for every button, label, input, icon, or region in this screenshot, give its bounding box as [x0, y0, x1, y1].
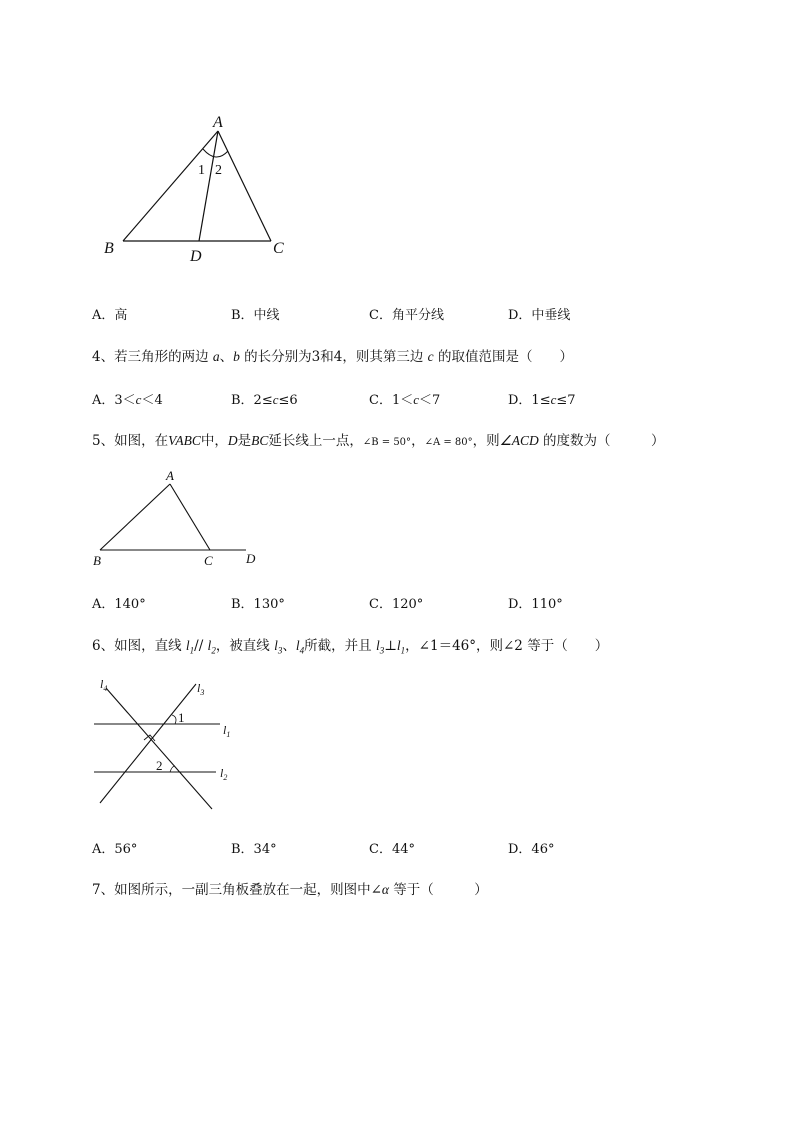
- q5-options: [92, 593, 732, 613]
- q4-options: [92, 389, 732, 409]
- q4-option-d[interactable]: [508, 389, 576, 408]
- q5-option-a[interactable]: A．140°: [92, 597, 146, 612]
- q5-angle-a: ∠A = 80°: [424, 437, 473, 448]
- q6-option-d[interactable]: D．46°: [508, 842, 555, 857]
- q4-option-c-var: c: [413, 392, 419, 407]
- label-l3: $l_3$: [197, 681, 205, 697]
- q6-l3: $l_3$: [274, 638, 283, 656]
- q5-option-c[interactable]: C．120°: [369, 597, 424, 612]
- label-b: B: [104, 240, 114, 257]
- q4-option-c[interactable]: [369, 389, 440, 408]
- q7-alpha: α: [381, 882, 389, 897]
- q3-option-a[interactable]: A．高: [92, 308, 128, 323]
- q6-perp: ⊥: [384, 638, 397, 654]
- q6-l1: $l_1$: [185, 638, 195, 656]
- q7-suffix: 等于（ ）: [389, 882, 488, 898]
- q4-option-c-label: C．1＜: [369, 393, 414, 408]
- q5-mid4: ，则: [472, 433, 500, 449]
- segment-ad: [199, 131, 218, 241]
- line-l4: [106, 688, 212, 809]
- q4-suffix: 的取值范围是（ ）: [433, 349, 573, 365]
- q5-option-b[interactable]: B．130°: [231, 597, 285, 612]
- q6-l2: $l_2$: [207, 638, 216, 656]
- q5-comma: ，: [411, 433, 425, 449]
- q6-option-c[interactable]: C．44°: [369, 842, 415, 857]
- label-l2: $l_2$: [220, 766, 228, 782]
- q4-var-a: a: [212, 349, 220, 364]
- label-angle-2: 2: [156, 758, 163, 773]
- angle-arc: [203, 149, 228, 157]
- q5-option-d[interactable]: D．110°: [508, 597, 563, 612]
- triangle-abc-ad-figure: [100, 112, 300, 272]
- q5-segment-bc: BC: [251, 433, 269, 448]
- q4-sep: 、: [219, 349, 234, 365]
- q3-options: [92, 304, 732, 324]
- angle-2-arc: [170, 766, 175, 772]
- q4-option-b-label: B．2≤: [231, 393, 273, 408]
- q5-triangle: VABC: [168, 433, 201, 448]
- question-4: [92, 345, 573, 365]
- question-5: [92, 429, 665, 449]
- q4-option-c-rest: ＜7: [419, 393, 441, 408]
- label-a: A: [166, 468, 174, 483]
- q4-var-b: b: [233, 349, 240, 364]
- q4-option-d-var: c: [550, 392, 557, 407]
- segment-ab: [100, 484, 170, 550]
- label-c: C: [273, 240, 284, 257]
- q5-angle-acd: ∠ACD: [499, 433, 539, 448]
- label-angle-1: 1: [198, 163, 205, 178]
- label-angle-2: 2: [215, 163, 222, 178]
- q5-mid1: 中，: [200, 433, 228, 449]
- parallel-lines-figure: [88, 672, 248, 816]
- q6-sep: 、: [282, 638, 296, 654]
- q4-option-a[interactable]: [92, 389, 163, 408]
- q6-option-b[interactable]: B．34°: [231, 842, 277, 857]
- q4-option-b-rest: ≤6: [278, 393, 298, 408]
- question-7: [92, 878, 488, 898]
- label-c: C: [204, 553, 213, 568]
- q6-mid2: 所截，并且: [304, 638, 376, 654]
- q5-mid2: 是: [237, 433, 252, 449]
- label-angle-1: 1: [178, 710, 185, 725]
- q5-suffix: 的度数为（ ）: [538, 433, 665, 449]
- q4-option-b-var: c: [272, 392, 279, 407]
- q6-parallel: //: [194, 638, 208, 654]
- q4-option-b[interactable]: [231, 389, 298, 408]
- q6-options: [92, 838, 732, 858]
- label-l4: $l_4$: [100, 677, 108, 693]
- q4-middle: 的长分别为3和4，则其第三边: [239, 349, 428, 365]
- q6-l3-b: $l_3$: [375, 638, 385, 656]
- q5-point-d: D: [227, 433, 238, 448]
- q4-option-a-label: A．3＜: [92, 393, 136, 408]
- q5-angle-b: ∠B = 50°: [362, 437, 412, 448]
- segment-ab: [123, 131, 218, 241]
- q4-option-d-label: D．1≤: [508, 393, 551, 408]
- q4-var-c: c: [427, 349, 434, 364]
- q5-mid3: 延长线上一点，: [268, 433, 363, 449]
- q3-option-d[interactable]: D．中垂线: [508, 308, 571, 323]
- q4-option-d-rest: ≤7: [556, 393, 576, 408]
- q6-l4: $l_4$: [295, 638, 305, 656]
- label-d: D: [246, 551, 256, 566]
- q4-option-a-rest: ＜4: [141, 393, 163, 408]
- q6-l1-b: $l_1$: [396, 638, 406, 656]
- q6-prefix: 6、如图，直线: [92, 638, 186, 654]
- line-l3: [100, 684, 196, 803]
- q7-prefix: 7、如图所示，一副三角板叠放在一起，则图中∠: [92, 882, 382, 898]
- q3-option-c[interactable]: C．角平分线: [369, 308, 444, 323]
- segment-ac: [218, 131, 271, 241]
- q4-option-a-var: c: [135, 392, 142, 407]
- triangle-abc-extension-figure: [88, 466, 268, 572]
- segment-ac: [170, 484, 210, 550]
- label-a: A: [213, 114, 223, 131]
- q5-prefix: 5、如图，在: [92, 433, 169, 449]
- q4-prefix: 4、若三角形的两边: [92, 349, 213, 365]
- q3-option-b[interactable]: B．中线: [231, 308, 280, 323]
- label-l1: $l_1$: [223, 723, 231, 739]
- angle-1-arc: [172, 715, 176, 724]
- q6-option-a[interactable]: A．56°: [92, 842, 138, 857]
- question-6: [92, 634, 608, 656]
- q6-mid1: ，被直线: [215, 638, 275, 654]
- label-b: B: [93, 553, 101, 568]
- q6-mid3: ，∠1＝46°，则∠2 等于（ ）: [405, 638, 609, 654]
- label-d: D: [190, 248, 202, 265]
